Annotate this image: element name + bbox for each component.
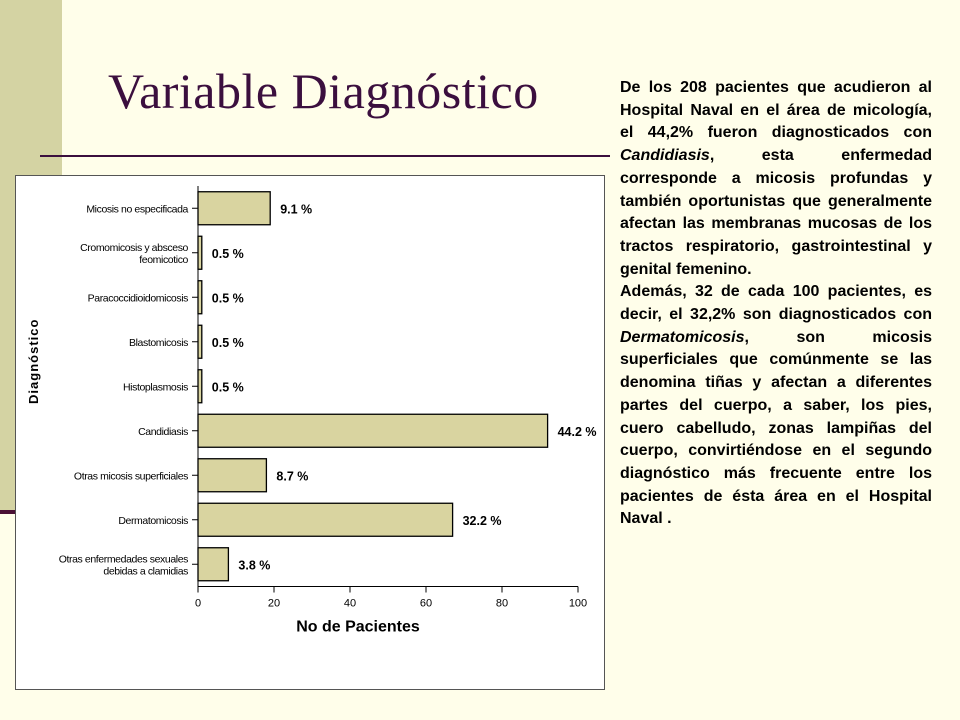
- category-label: Cromomicosis y absceso: [80, 241, 188, 254]
- category-label: feomicotico: [139, 253, 188, 266]
- x-tick-label: 40: [343, 597, 357, 610]
- bar: [198, 370, 202, 403]
- data-label: 0.5 %: [211, 380, 244, 395]
- category-label: Otras micosis superficiales: [73, 470, 188, 483]
- bar: [198, 192, 270, 225]
- x-tick-label: 100: [568, 597, 588, 610]
- data-label: 9.1 %: [280, 202, 313, 217]
- slide-title: Variable Diagnóstico: [108, 63, 539, 119]
- data-label: 0.5 %: [211, 246, 244, 261]
- x-axis-title: No de Pacientes: [296, 618, 420, 636]
- data-label: 3.8 %: [238, 558, 271, 573]
- description-text: [620, 77, 932, 531]
- bar: [198, 414, 548, 447]
- category-label: Otras enfermedades sexuales: [58, 553, 188, 566]
- description-p1-part2: , esta enfermedad corresponde a micosis profundas y también oportunistas que generalmente afectan las membranas mucosas de los tractos respiratorio, gastrointestinal y genital femenino.: [620, 147, 932, 278]
- x-tick-label: 80: [495, 597, 509, 610]
- description-paragraph-1: [620, 77, 932, 281]
- bar: [198, 281, 202, 314]
- x-tick-label: 60: [419, 597, 433, 610]
- category-label: Histoplasmosis: [122, 381, 188, 394]
- bar: [198, 325, 202, 358]
- data-label: 0.5 %: [211, 335, 244, 350]
- bar: [198, 459, 266, 492]
- data-label: 44.2 %: [557, 424, 597, 439]
- description-p1-part1: De los 208 pacientes que acudieron al Hospital Naval en el área de micología, el 44,2% fueron diagnosticados con: [620, 79, 932, 142]
- category-label: Micosis no especificada: [86, 203, 188, 216]
- category-label: Candidiasis: [138, 425, 188, 438]
- bar-chart: [15, 175, 605, 690]
- data-label: 0.5 %: [211, 291, 244, 306]
- description-p2-emphasis: Dermatomicosis: [620, 328, 745, 346]
- description-p1-emphasis: Candidiasis: [620, 147, 710, 165]
- description-p2-part2: , son micosis superficiales que comúnmente se las denomina tiñas y afectan a diferentes partes del cuerpo, a saber, los pies, cuero cabelludo, zonas lampiñas del cuerpo, convirtiéndose en el segundo diagnóstico más frecuente entre los pacientes de ésta área en el Hospital Naval .: [620, 328, 932, 528]
- category-label: Paracoccidioidomicosis: [87, 292, 188, 305]
- category-label: debidas a clamidias: [103, 565, 188, 578]
- title-divider: [40, 155, 610, 157]
- data-label: 32.2 %: [462, 513, 502, 528]
- bar: [198, 503, 453, 536]
- bar: [198, 236, 202, 269]
- bar-chart-svg: [16, 176, 604, 689]
- bar: [198, 548, 228, 581]
- x-tick-label: 20: [267, 597, 281, 610]
- category-label: Dermatomicosis: [118, 514, 188, 527]
- x-tick-label: 0: [194, 597, 202, 610]
- category-label: Blastomicosis: [129, 336, 188, 349]
- y-axis-title: Diagnóstico: [26, 318, 41, 404]
- description-p2-part1: Además, 32 de cada 100 pacientes, es decir, el 32,2% son diagnosticados con: [620, 283, 932, 324]
- data-label: 8.7 %: [276, 469, 309, 484]
- description-paragraph-2: [620, 281, 932, 531]
